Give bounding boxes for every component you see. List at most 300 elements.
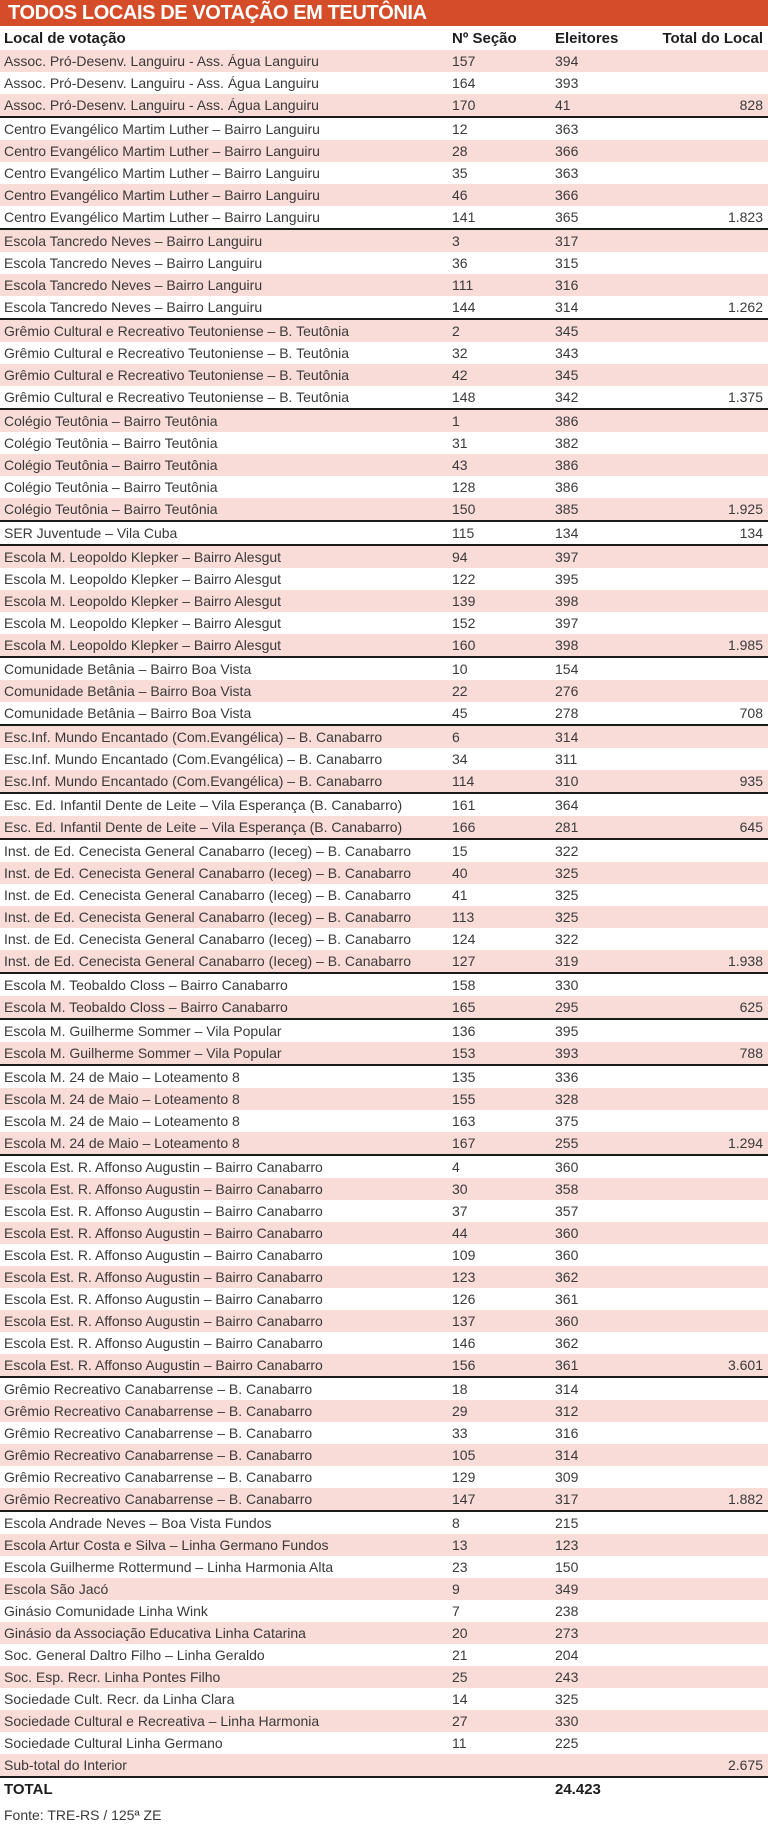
column-header-local: Local de votação [4,29,126,47]
cell-local: Centro Evangélico Martim Luther – Bairro Languiru [4,165,320,181]
cell-eleitores: 360 [555,1313,579,1329]
cell-total [640,1019,768,1042]
cell-local: Inst. de Ed. Cenecista General Canabarro (Ieceg) – B. Canabarro [0,950,452,973]
cell-secao: 167 [452,1132,555,1155]
cell-secao: 148 [452,386,555,409]
cell-eleitores: 336 [555,1069,579,1085]
cell-total [640,657,768,680]
table-row [0,409,768,432]
cell-total: 1.938 [640,950,768,973]
cell-secao: 124 [452,931,476,947]
cell-total [640,973,768,996]
cell-total [640,1377,768,1400]
table-row [0,521,768,545]
cell-secao: 155 [452,1091,476,1107]
cell-secao: 9 [452,1581,460,1597]
cell-local: Esc. Ed. Infantil Dente de Leite – Vila Esperança (B. Canabarro) [4,797,403,813]
cell-local: Grêmio Recreativo Canabarrense – B. Canabarro [4,1381,313,1397]
cell-local: Centro Evangélico Martim Luther – Bairro Languiru [0,206,452,229]
table-row [0,117,768,140]
table-row [0,1444,768,1466]
cell-local: SER Juventude – Vila Cuba [0,521,452,545]
table-row [0,50,768,72]
cell-local: Sub-total do Interior [0,1754,452,1777]
cell-total: 935 [640,770,768,793]
cell-local: Assoc. Pró-Desenv. Languiru - Ass. Água Languiru [0,94,452,117]
table-row [0,1377,768,1400]
cell-secao: 43 [452,457,468,473]
cell-local: Esc.Inf. Mundo Encantado (Com.Evangélica) – B. Canabarro [0,770,452,793]
table-row [0,1422,768,1444]
cell-eleitores: 393 [555,1042,640,1065]
cell-total [640,432,768,454]
table-row [0,1511,768,1534]
cell-total: 1.294 [640,1132,768,1155]
table-row [0,1266,768,1288]
cell-eleitores: 150 [555,1559,579,1575]
cell-secao: 15 [452,843,468,859]
table-row [0,725,768,748]
cell-secao: 164 [452,75,476,91]
cell-secao: 115 [452,521,555,545]
cell-total: 1.823 [640,206,768,229]
table-row [0,906,768,928]
table-row [0,1666,768,1688]
cell-eleitores: 314 [555,729,579,745]
cell-local: Escola Tancredo Neves – Bairro Languiru [0,296,452,319]
cell-total [640,117,768,140]
total-row [0,1777,768,1802]
cell-secao: 20 [452,1625,468,1641]
cell-total [640,1288,768,1310]
cell-eleitores: 342 [555,386,640,409]
cell-eleitores: 360 [555,1247,579,1263]
cell-local: Escola Est. R. Affonso Augustin – Bairro Canabarro [4,1269,323,1285]
cell-secao: 1 [452,413,460,429]
table-row [0,498,768,521]
cell-total [640,1222,768,1244]
table-row [0,364,768,386]
table-row [0,950,768,973]
cell-local: Colégio Teutônia – Bairro Teutônia [4,479,218,495]
column-header-total: Total do Local [662,29,763,47]
cell-secao: 128 [452,479,476,495]
table-row [0,1019,768,1042]
table-row [0,1065,768,1088]
cell-total [640,140,768,162]
cell-total: 788 [640,1042,768,1065]
cell-secao: 6 [452,729,460,745]
cell-eleitores: 398 [555,634,640,657]
cell-total: 708 [640,702,768,725]
cell-eleitores: 397 [555,615,579,631]
cell-local: Esc.Inf. Mundo Encantado (Com.Evangélica) – B. Canabarro [4,751,383,767]
cell-eleitores: 362 [555,1269,579,1285]
cell-secao: 127 [452,950,555,973]
cell-secao: 158 [452,977,476,993]
table-row [0,1732,768,1754]
cell-local: Escola Est. R. Affonso Augustin – Bairro Canabarro [0,1354,452,1377]
cell-local: Comunidade Betânia – Bairro Boa Vista [0,702,452,725]
cell-secao: 161 [452,797,476,813]
cell-secao: 147 [452,1488,555,1511]
cell-local: Sociedade Cult. Recr. da Linha Clara [4,1691,235,1707]
cell-local: Grêmio Recreativo Canabarrense – B. Canabarro [4,1447,313,1463]
table-row [0,1578,768,1600]
cell-total [640,568,768,590]
cell-local: Grêmio Recreativo Canabarrense – B. Canabarro [4,1469,313,1485]
cell-eleitores: 345 [555,367,579,383]
cell-total [640,1732,768,1754]
table-row [0,94,768,117]
cell-eleitores: 361 [555,1354,640,1377]
table-row [0,1222,768,1244]
table-row [0,296,768,319]
cell-eleitores: 398 [555,593,579,609]
voting-locations-table [0,26,768,1802]
cell-secao: 165 [452,996,555,1019]
cell-secao: 139 [452,593,476,609]
table-row [0,140,768,162]
cell-local: Grêmio Recreativo Canabarrense – B. Canabarro [4,1425,313,1441]
cell-eleitores: 386 [555,413,579,429]
cell-secao: 23 [452,1559,468,1575]
cell-eleitores: 154 [555,661,579,677]
table-row [0,72,768,94]
cell-local: Escola Est. R. Affonso Augustin – Bairro Canabarro [4,1159,323,1175]
cell-eleitores: 360 [555,1225,579,1241]
table-row [0,1288,768,1310]
cell-total [640,1155,768,1178]
cell-eleitores: 395 [555,1023,579,1039]
cell-secao: 157 [452,53,476,69]
cell-total: 1.262 [640,296,768,319]
cell-eleitores: 363 [555,165,579,181]
table-row [0,1200,768,1222]
cell-local: Escola Artur Costa e Silva – Linha Germano Fundos [4,1537,329,1553]
table-row [0,1754,768,1777]
cell-eleitores: 225 [555,1735,579,1751]
table-body [0,50,768,1777]
cell-secao: 37 [452,1203,468,1219]
cell-local: Assoc. Pró-Desenv. Languiru - Ass. Água Languiru [4,53,319,69]
cell-eleitores: 312 [555,1403,579,1419]
cell-total [640,162,768,184]
cell-local: Escola São Jacó [4,1581,109,1597]
cell-local: Escola Est. R. Affonso Augustin – Bairro Canabarro [4,1313,323,1329]
cell-total [640,725,768,748]
table-row [0,996,768,1019]
column-header-eleitores: Eleitores [555,29,619,47]
cell-secao: 126 [452,1291,476,1307]
cell-local: Escola Est. R. Affonso Augustin – Bairro Canabarro [4,1225,323,1241]
cell-total [640,72,768,94]
cell-total [640,319,768,342]
cell-eleitores: 385 [555,498,640,521]
cell-local: Grêmio Recreativo Canabarrense – B. Canabarro [4,1403,313,1419]
cell-total: 1.985 [640,634,768,657]
cell-secao: 105 [452,1447,476,1463]
cell-total [640,1422,768,1444]
cell-eleitores: 314 [555,1447,579,1463]
page-title: TODOS LOCAIS DE VOTAÇÃO EM TEUTÔNIA [0,0,768,26]
table-row [0,454,768,476]
cell-secao: 153 [452,1042,555,1065]
cell-total [640,906,768,928]
cell-local: Grêmio Cultural e Recreativo Teutoniense – B. Teutônia [4,323,350,339]
cell-total: 134 [640,521,768,545]
cell-secao: 141 [452,206,555,229]
table-row [0,1600,768,1622]
table-row [0,568,768,590]
cell-total [640,1710,768,1732]
cell-local: Colégio Teutônia – Bairro Teutônia [4,435,218,451]
cell-total [640,862,768,884]
cell-secao: 135 [452,1069,476,1085]
cell-local: Soc. Esp. Recr. Linha Pontes Filho [4,1669,221,1685]
cell-eleitores: 204 [555,1647,579,1663]
cell-eleitores: 395 [555,571,579,587]
cell-local: Inst. de Ed. Cenecista General Canabarro (Ieceg) – B. Canabarro [4,865,411,881]
cell-secao: 166 [452,816,555,839]
cell-secao: 18 [452,1381,468,1397]
cell-secao: 44 [452,1225,468,1241]
cell-secao: 113 [452,909,475,925]
cell-secao: 122 [452,571,476,587]
cell-local: Grêmio Cultural e Recreativo Teutoniense – B. Teutônia [4,345,350,361]
cell-secao: 35 [452,165,468,181]
cell-local: Soc. General Daltro Filho – Linha Geraldo [4,1647,265,1663]
cell-total [640,1578,768,1600]
cell-eleitores: 41 [555,94,640,117]
cell-secao: 34 [452,751,468,767]
cell-local: Esc. Ed. Infantil Dente de Leite – Vila Esperança (B. Canabarro) [0,816,452,839]
cell-eleitores: 316 [555,277,579,293]
table-row [0,1466,768,1488]
cell-total [640,1622,768,1644]
table-row [0,702,768,725]
cell-secao: 28 [452,143,468,159]
cell-total [640,1332,768,1354]
cell-local: Escola Tancredo Neves – Bairro Languiru [4,277,263,293]
table-row [0,432,768,454]
table-row [0,206,768,229]
cell-eleitores: 310 [555,770,640,793]
cell-secao: 45 [452,702,555,725]
table-row [0,1534,768,1556]
table-row [0,590,768,612]
cell-eleitores: 397 [555,549,579,565]
cell-total [640,1244,768,1266]
cell-local: Grêmio Cultural e Recreativo Teutoniense – B. Teutônia [4,367,350,383]
cell-local: Comunidade Betânia – Bairro Boa Vista [4,661,252,677]
cell-total [640,1110,768,1132]
cell-secao: 42 [452,367,468,383]
cell-total: 2.675 [640,1754,768,1777]
cell-eleitores: 382 [555,435,579,451]
cell-secao: 12 [452,121,468,137]
cell-eleitores: 330 [555,1713,579,1729]
cell-local: Assoc. Pró-Desenv. Languiru - Ass. Água Languiru [4,75,319,91]
table-row [0,1400,768,1422]
cell-secao: 144 [452,296,555,319]
cell-local: Inst. de Ed. Cenecista General Canabarro (Ieceg) – B. Canabarro [4,887,411,903]
table-row [0,1332,768,1354]
cell-eleitores: 134 [555,521,640,545]
table-row [0,1310,768,1332]
cell-secao: 41 [452,887,468,903]
cell-total [640,184,768,206]
total-label: TOTAL [4,1781,53,1798]
cell-eleitores: 255 [555,1132,640,1155]
cell-local: Ginásio da Associação Educativa Linha Catarina [4,1625,306,1641]
table-row [0,252,768,274]
cell-eleitores: 363 [555,121,579,137]
table-row [0,1110,768,1132]
cell-total [640,1310,768,1332]
cell-secao: 137 [452,1313,476,1329]
cell-total [640,364,768,386]
cell-secao: 136 [452,1023,476,1039]
cell-eleitores: 309 [555,1469,579,1485]
cell-local: Colégio Teutônia – Bairro Teutônia [4,413,218,429]
cell-eleitores: 295 [555,996,640,1019]
cell-eleitores: 328 [555,1091,579,1107]
cell-secao: 163 [452,1113,476,1129]
cell-eleitores: 362 [555,1335,579,1351]
cell-total [640,342,768,364]
cell-total [640,1600,768,1622]
cell-total [640,1666,768,1688]
cell-local: Escola M. Teobaldo Closs – Bairro Canabarro [4,977,288,993]
cell-secao: 36 [452,255,468,271]
cell-local: Escola M. 24 de Maio – Loteamento 8 [4,1091,240,1107]
cell-total [640,252,768,274]
cell-local: Escola Est. R. Affonso Augustin – Bairro Canabarro [4,1291,323,1307]
column-header-secao: Nº Seção [452,29,517,47]
cell-local: Centro Evangélico Martim Luther – Bairro Languiru [4,143,320,159]
table-row [0,1688,768,1710]
cell-local: Centro Evangélico Martim Luther – Bairro Languiru [4,187,320,203]
table-row [0,1155,768,1178]
cell-local: Escola M. Teobaldo Closs – Bairro Canabarro [0,996,452,1019]
cell-secao: 29 [452,1403,468,1419]
table-row [0,680,768,702]
cell-eleitores: 375 [555,1113,579,1129]
cell-eleitores: 322 [555,843,579,859]
cell-local: Escola M. 24 de Maio – Loteamento 8 [0,1132,452,1155]
cell-local: Inst. de Ed. Cenecista General Canabarro (Ieceg) – B. Canabarro [4,843,411,859]
cell-secao: 170 [452,94,555,117]
cell-eleitores: 123 [555,1537,579,1553]
cell-eleitores: 386 [555,479,579,495]
cell-secao: 114 [452,770,555,793]
table-row [0,319,768,342]
cell-secao [452,1754,555,1777]
cell-total: 828 [640,94,768,117]
table-row [0,928,768,950]
cell-local: Escola M. Leopoldo Klepker – Bairro Alesgut [4,571,282,587]
cell-eleitores: 325 [555,887,579,903]
cell-total [640,793,768,816]
cell-secao: 94 [452,549,468,565]
cell-secao: 129 [452,1469,476,1485]
cell-secao: 32 [452,345,468,361]
cell-eleitores: 361 [555,1291,579,1307]
table-row [0,1710,768,1732]
table-row [0,545,768,568]
table-row [0,1088,768,1110]
cell-secao: 27 [452,1713,468,1729]
cell-eleitores [555,1754,640,1777]
cell-local: Escola M. Guilherme Sommer – Vila Popular [4,1023,282,1039]
cell-secao: 150 [452,498,555,521]
cell-local: Escola Andrade Neves – Boa Vista Fundos [4,1515,272,1531]
table-row [0,839,768,862]
cell-local: Escola M. Leopoldo Klepker – Bairro Alesgut [4,615,282,631]
cell-eleitores: 349 [555,1581,579,1597]
cell-total [640,1466,768,1488]
table-row [0,884,768,906]
table-row [0,342,768,364]
cell-total [640,1266,768,1288]
cell-total [640,1644,768,1666]
cell-local: Escola M. Leopoldo Klepker – Bairro Alesgut [0,634,452,657]
cell-secao: 156 [452,1354,555,1377]
table-row [0,862,768,884]
cell-local: Esc.Inf. Mundo Encantado (Com.Evangélica) – B. Canabarro [4,729,383,745]
cell-total [640,1511,768,1534]
cell-eleitores: 364 [555,797,579,813]
cell-total [640,839,768,862]
cell-eleitores: 215 [555,1515,579,1531]
cell-eleitores: 345 [555,323,579,339]
table-row [0,184,768,206]
table-row [0,162,768,184]
cell-eleitores: 322 [555,931,579,947]
table-row [0,657,768,680]
table-row [0,748,768,770]
cell-local: Inst. de Ed. Cenecista General Canabarro (Ieceg) – B. Canabarro [4,909,411,925]
cell-secao: 10 [452,661,468,677]
table-row [0,1556,768,1578]
cell-total [640,409,768,432]
cell-local: Escola M. Leopoldo Klepker – Bairro Alesgut [4,549,282,565]
cell-local: Escola Guilherme Rottermund – Linha Harmonia Alta [4,1559,334,1575]
cell-local: Colégio Teutônia – Bairro Teutônia [4,457,218,473]
table-row [0,1488,768,1511]
cell-total [640,229,768,252]
table-header-row [0,26,768,50]
cell-eleitores: 319 [555,950,640,973]
cell-secao: 11 [452,1735,467,1751]
cell-secao: 123 [452,1269,476,1285]
cell-eleitores: 330 [555,977,579,993]
cell-eleitores: 273 [555,1625,579,1641]
total-secao-empty [452,1777,555,1802]
cell-total [640,680,768,702]
cell-local: Escola M. 24 de Maio – Loteamento 8 [4,1069,240,1085]
cell-eleitores: 365 [555,206,640,229]
cell-total: 1.375 [640,386,768,409]
cell-eleitores: 314 [555,296,640,319]
cell-total [640,1556,768,1578]
table-row [0,1178,768,1200]
table-row [0,476,768,498]
cell-eleitores: 343 [555,345,579,361]
cell-eleitores: 357 [555,1203,579,1219]
table-row [0,1244,768,1266]
